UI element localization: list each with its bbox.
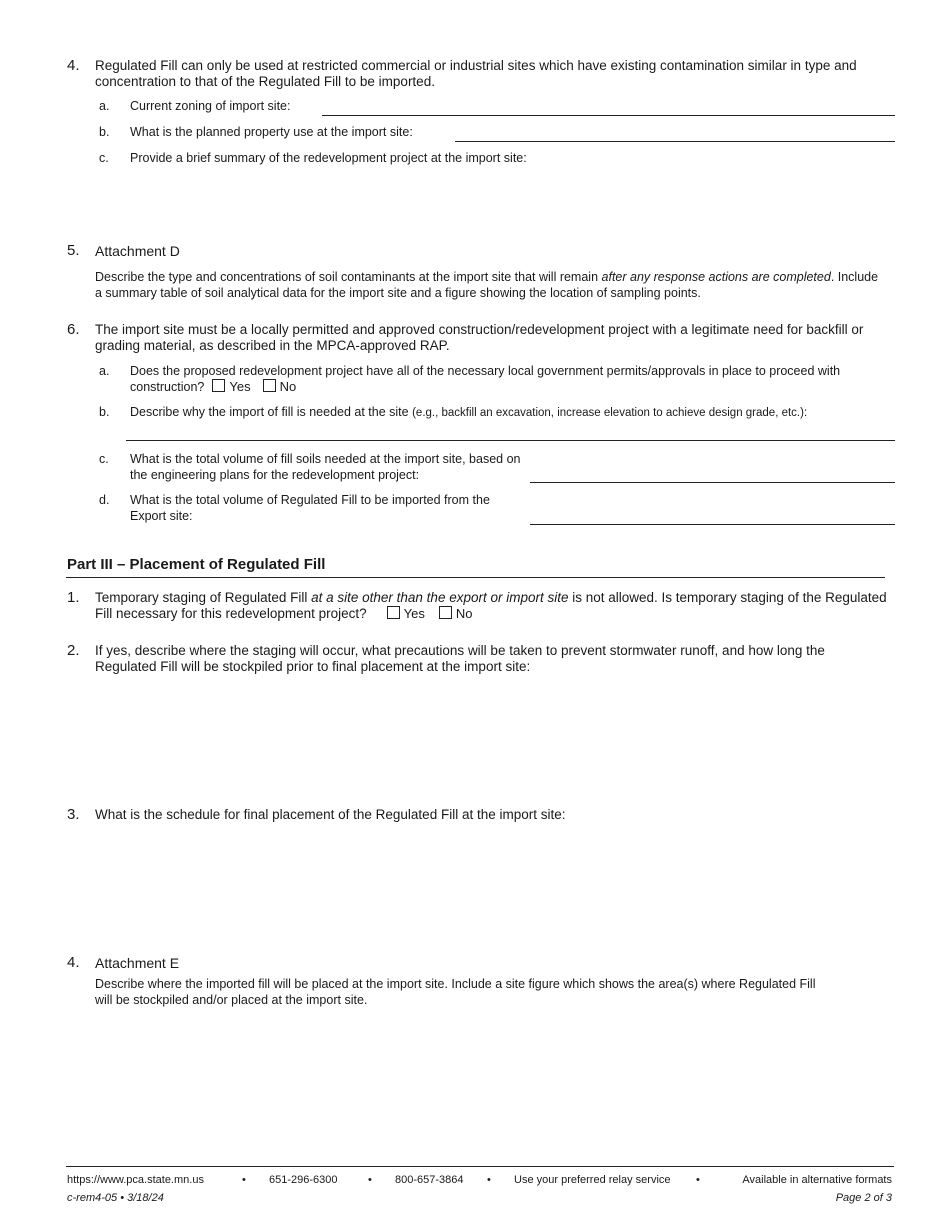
q6-number: 6. (67, 321, 80, 338)
regulated-fill-volume-input-line[interactable] (530, 524, 895, 525)
q4b-label: What is the planned property use at the import site: (130, 125, 413, 139)
p3-q1-text: Temporary staging of Regulated Fill at a site other than the export or import site is not allowed. Is temporary staging of the Regulated Fill necessary for this redevelopment project? Yes No (95, 590, 887, 621)
footer-phone-2: 800-657-3864 (395, 1174, 464, 1186)
q6a-no-label: No (279, 379, 297, 394)
staging-yes-label: Yes (403, 606, 425, 621)
q5-number: 5. (67, 242, 80, 259)
footer-url[interactable]: https://www.pca.state.mn.us (67, 1174, 204, 1186)
staging-no-label: No (455, 606, 473, 621)
q4b-letter: b. (99, 125, 110, 139)
fill-volume-input-line[interactable] (530, 482, 895, 483)
fill-need-input-line[interactable] (126, 440, 895, 441)
footer-bullet: • (487, 1174, 491, 1186)
footer-phone-1: 651-296-6300 (269, 1174, 338, 1186)
q4-number: 4. (67, 57, 80, 74)
q6a-letter: a. (99, 364, 110, 378)
footer-formats: Available in alternative formats (742, 1174, 892, 1186)
q5-title: Attachment D (95, 243, 180, 259)
schedule-answer-area[interactable] (95, 830, 885, 945)
q6a-no-checkbox[interactable] (263, 379, 276, 392)
q6d-question: What is the total volume of Regulated Fill to be imported from the Export site: (130, 493, 490, 523)
q6b-letter: b. (99, 405, 110, 419)
q4a-label: Current zoning of import site: (130, 99, 291, 113)
p3-q2-number: 2. (67, 642, 80, 659)
p3-q1-number: 1. (67, 589, 80, 606)
staging-yes-checkbox[interactable] (387, 606, 400, 619)
footer-doc-info: c-rem4-05 • 3/18/24 (67, 1192, 164, 1204)
q4c-label: Provide a brief summary of the redevelopment project at the import site: (130, 151, 527, 165)
q6c-letter: c. (99, 452, 109, 466)
q5-description: Describe the type and concentrations of soil contaminants at the import site that will remain after any response actions are completed. Include a summary table of soil analytical data for the import site and a figure showing the location of sampling points. (95, 270, 879, 300)
q4c-letter: c. (99, 151, 109, 165)
staging-answer-area[interactable] (95, 685, 885, 795)
q6a-question: Does the proposed redevelopment project have all of the necessary local government permits/approvals in place to proceed with construction? Yes No (130, 364, 841, 394)
p3-q4-number: 4. (67, 954, 80, 971)
zoning-input-line[interactable] (322, 115, 895, 116)
footer-bullet: • (242, 1174, 246, 1186)
staging-no-checkbox[interactable] (439, 606, 452, 619)
footer-relay: Use your preferred relay service (514, 1174, 671, 1186)
q4a-letter: a. (99, 99, 110, 113)
q6d-letter: d. (99, 493, 110, 507)
q6a-yes-checkbox[interactable] (212, 379, 225, 392)
footer-bullet: • (696, 1174, 700, 1186)
q4-text: Regulated Fill can only be used at restricted commercial or industrial sites which have existing contamination similar in type and concentration to that of the Regulated Fill to be imported. (95, 58, 857, 89)
p3-q4-title: Attachment E (95, 955, 180, 971)
part3-divider (66, 577, 885, 578)
property-use-input-line[interactable] (455, 141, 895, 142)
q6c-question: What is the total volume of fill soils needed at the import site, based on the engineering plans for the redevelopment project: (130, 452, 521, 482)
p3-q2-text: If yes, describe where the staging will occur, what precautions will be taken to prevent stormwater runoff, and how long the Regulated Fill will be stockpiled prior to final placement at the import site: (95, 643, 825, 674)
p3-q3-number: 3. (67, 806, 80, 823)
footer-divider (66, 1166, 894, 1167)
p3-q3-text: What is the schedule for final placement of the Regulated Fill at the import site: (95, 807, 566, 822)
part3-heading: Part III – Placement of Regulated Fill (67, 556, 326, 573)
summary-answer-area[interactable] (130, 170, 895, 235)
q6a-yes-label: Yes (229, 379, 251, 394)
footer-page-number: Page 2 of 3 (835, 1192, 892, 1204)
p3-q4-description: Describe where the imported fill will be placed at the import site. Include a site figure which shows the area(s) where Regulated Fill will be stockpiled and/or placed at the import site. (95, 977, 816, 1007)
footer-bullet: • (368, 1174, 372, 1186)
q6b-question: Describe why the import of fill is needed at the site (e.g., backfill an excavation, increase elevation to achieve design grade, etc.): (130, 405, 808, 419)
q6-text: The import site must be a locally permitted and approved construction/redevelopment project with a legitimate need for backfill or grading material, as described in the MPCA-approved RAP. (95, 322, 864, 353)
